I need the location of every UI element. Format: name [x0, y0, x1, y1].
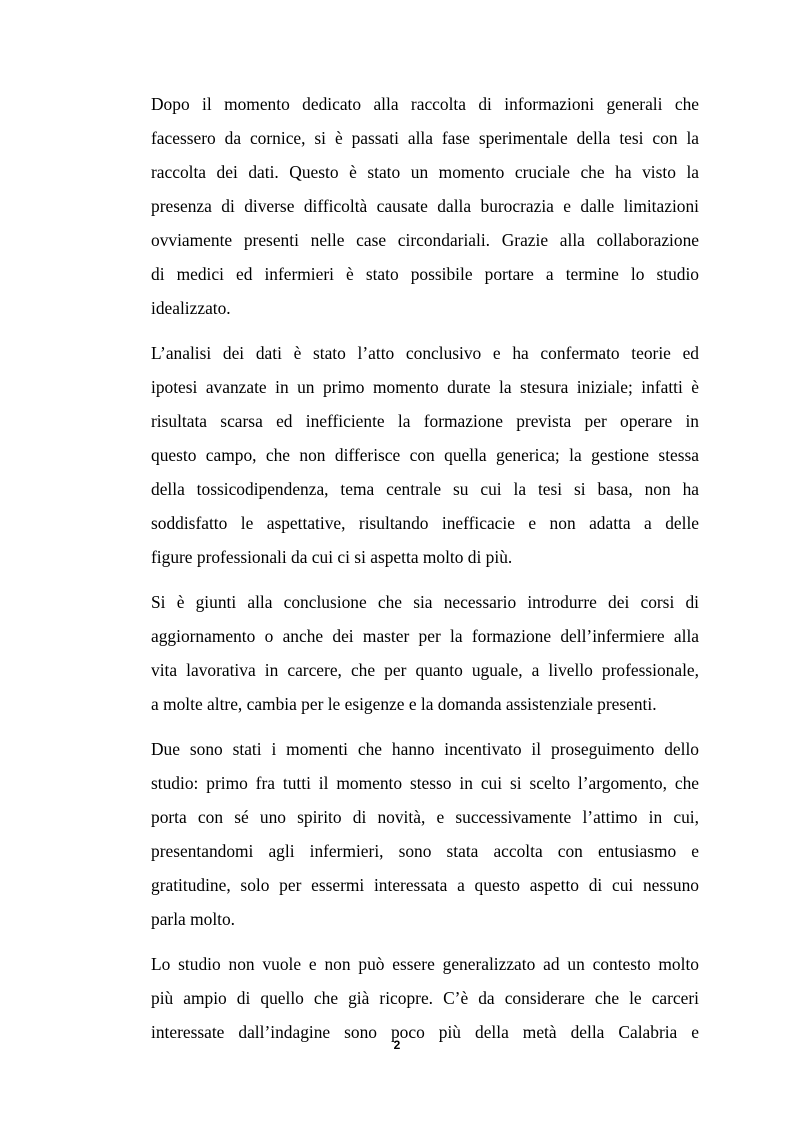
text-line: presenza di diverse difficoltà causate dalla burocrazia e dalle limitazioni — [151, 196, 699, 216]
text-line: porta con sé uno spirito di novità, e successivamente l’attimo in cui, — [151, 807, 699, 827]
text-line: figure professionali da cui ci si aspetta molto di più. — [151, 547, 513, 567]
text-line: aggiornamento o anche dei master per la formazione dell’infermiere alla — [151, 626, 699, 646]
text-line: raccolta dei dati. Questo è stato un momento cruciale che ha visto la — [151, 162, 699, 182]
text-line: idealizzato. — [151, 298, 231, 318]
page-number: 2 — [393, 1038, 401, 1052]
text-line: Due sono stati i momenti che hanno incentivato il proseguimento dello — [151, 739, 699, 759]
text-line: gratitudine, solo per essermi interessata a questo aspetto di cui nessuno — [151, 875, 699, 895]
text-line: L’analisi dei dati è stato l’atto conclusivo e ha confermato teorie ed — [151, 343, 699, 363]
paragraph — [151, 585, 699, 721]
text-line: questo campo, che non differisce con quella generica; la gestione stessa — [151, 445, 699, 465]
text-line: ovviamente presenti nelle case circondariali. Grazie alla collaborazione — [151, 230, 699, 250]
text-line: risultata scarsa ed inefficiente la formazione prevista per operare in — [151, 411, 699, 431]
paragraph — [151, 87, 699, 325]
text-line: interessate dall’indagine sono poco più della metà della Calabria e — [151, 1022, 699, 1042]
text-line: studio: primo fra tutti il momento stesso in cui si scelto l’argomento, che — [151, 773, 699, 793]
text-line: ipotesi avanzate in un primo momento durate la stesura iniziale; infatti è — [151, 377, 699, 397]
text-line: più ampio di quello che già ricopre. C’è da considerare che le carceri — [151, 988, 699, 1008]
text-line: presentandomi agli infermieri, sono stata accolta con entusiasmo e — [151, 841, 699, 861]
text-line: Si è giunti alla conclusione che sia necessario introdurre dei corsi di — [151, 592, 699, 612]
text-line: facessero da cornice, si è passati alla fase sperimentale della tesi con la — [151, 128, 699, 148]
text-line: soddisfatto le aspettative, risultando inefficacie e non adatta a delle — [151, 513, 699, 533]
text-line: Lo studio non vuole e non può essere generalizzato ad un contesto molto — [151, 954, 699, 974]
text-line: di medici ed infermieri è stato possibile portare a termine lo studio — [151, 264, 699, 284]
text-line: vita lavorativa in carcere, che per quanto uguale, a livello professionale, — [151, 660, 699, 680]
text-line: a molte altre, cambia per le esigenze e la domanda assistenziale presenti. — [151, 694, 657, 714]
text-line: parla molto. — [151, 909, 236, 929]
paragraph — [151, 947, 699, 1049]
text-line: Dopo il momento dedicato alla raccolta di informazioni generali che — [151, 94, 699, 114]
paragraph — [151, 732, 699, 936]
text-line: della tossicodipendenza, tema centrale su cui la tesi si basa, non ha — [151, 479, 699, 499]
paragraph — [151, 336, 699, 574]
body-text — [151, 87, 699, 1060]
